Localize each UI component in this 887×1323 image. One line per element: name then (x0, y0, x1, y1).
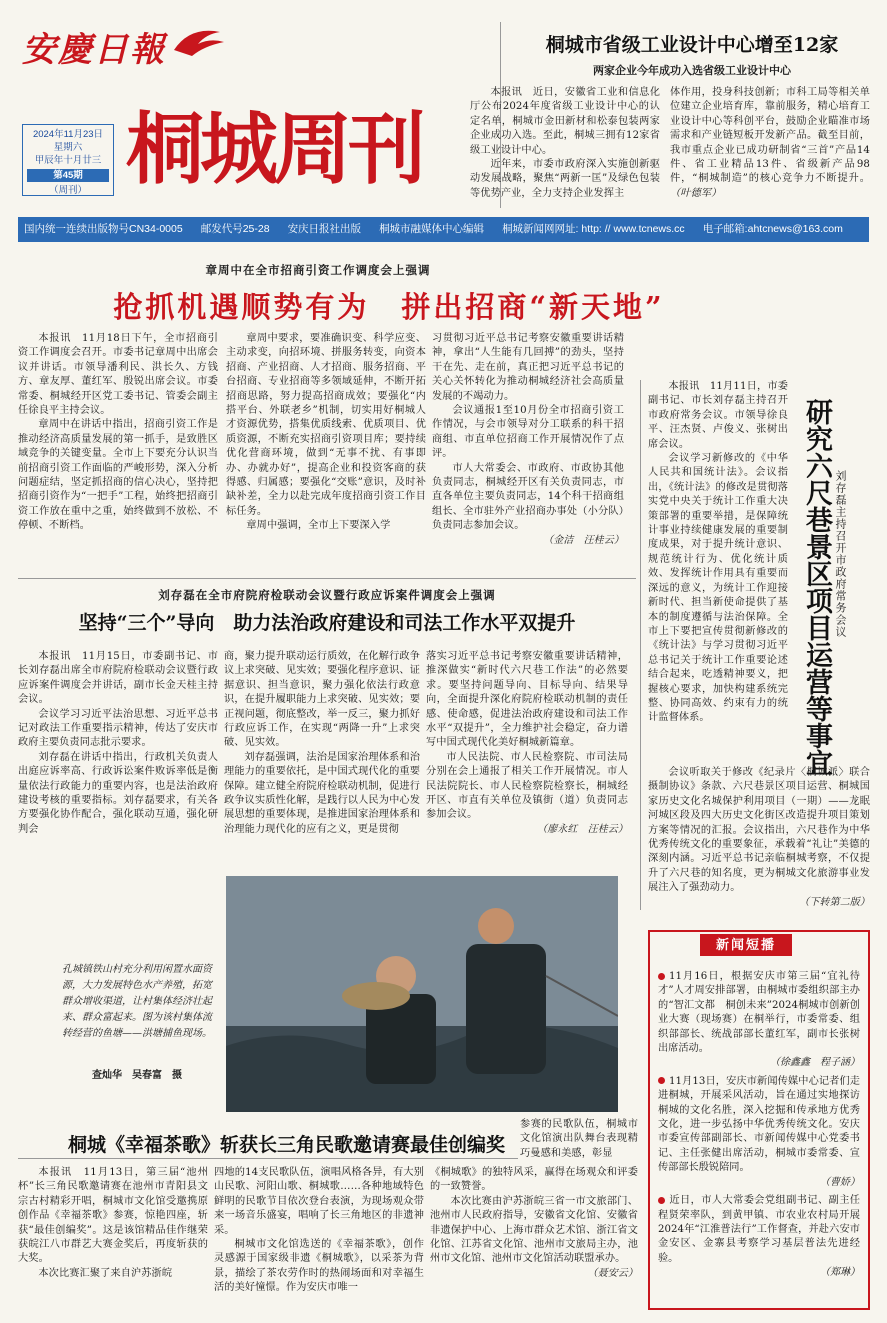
story4-headline: 桐城《幸福茶歌》斩获长三角民歌邀请赛最佳创编奖 (68, 1134, 506, 1156)
issue-date: 2024年11月23日 (32, 129, 104, 140)
top-story-subtitle: 两家企业今年成功入选省级工业设计中心 (593, 64, 791, 77)
bullet-icon (658, 973, 665, 980)
story1-col2: 章周中要求，要准确识变、科学应变、主动求变，向招环境、拼服务转变，向资本招商、产业招商、人才招商、服务招商、平台招商、专业招商等多领域延伸，不断开拓招商思路，努力提高招商成效；要强化“内搭平台、外联老乡”机制，切实用好桐城人才资源优势，搭集优质线索、优质项目、优质资源，不断充实招商引资项目库；要持续优化营商环境，做到“无事不扰、有事即办、办就办好”，提高企业和投资客商的获得感、归属感；要强化“交账”意识，及时补缺补差，全力以赴完成年度招商引资工作目标任务。 章周中强调，全市上下要深入学 (226, 333, 426, 532)
story2-col2: 商，聚力提升联动运行质效，在化解行政争议上求突破、见实效；要强化程序意识、证据意识、担当意识，聚力强化依法行政意识，在提升履职能力上求突破、见实效；要正视问题，彻底整改，举一反三，聚力抓好行政应诉工作，在实现“两降一升”上求突破、见实效。 刘存磊强调，法治是国家治理体系和治理能力的重要依托，是中国式现代化的重要保障。建立健全府院府检联动机制，促进行政争议实质性化解，是践行以人民为中心发展思想的重要体现，是推进国家治理体系和治理能力现代化的应有之义，更是贯彻 (224, 651, 420, 835)
story2-col3: 落实习近平总书记考察安徽重要讲话精神，推深做实“新时代六尺巷工作法”的必然要求。要坚持问题导向、目标导向、结果导向，全面提升深化府院府检联动机制的责任感、使命感，促进法治政府建设和司法工作水平“双提升”，全力维护社会稳定，奋力谱写中国式现代化美好桐城新篇章。 市人民法院、市人民检察院、市司法局分别在会上通报了相关工作开展情况。市人民法院院长、市人民检察院检察长，桐城经开区、市直有关单位及镇街（道）负责同志参加会议。 （廖永红 汪桂云） (426, 650, 628, 837)
bullet-icon (658, 1197, 665, 1204)
brief-item: 11月13日，安庆市新闻传媒中心记者们走进桐城，开展采风活动，旨在通过实地探访桐城的文化名胜，深入挖掘和传承地方优秀文化，进一步弘扬中华优秀传统文化。安庆市委宣传部副部长、市新闻传媒中心党委书记、主任张健出席活动，桐城市委常委、宣传部部长殷锐陪同。 （曹娇） (658, 1075, 860, 1188)
news-briefs-title: 新闻短播 (700, 934, 792, 956)
daily-logo: 安慶日報 (22, 30, 166, 70)
photo-credit: 查灿华 吴春富 摄 (92, 1070, 182, 1081)
publication-info-bar: 国内统一连续出版物号CN34-0005 邮发代号25-28 安庆日报社出版 桐城市融媒体中心编辑 桐城新闻网网址: http: // www.tcnews.cc 电子邮箱:ahtcnews@163.com (18, 217, 869, 242)
issue-weekday: 星期六 (53, 142, 83, 153)
story1-col3: 习贯彻习近平总书记考察安徽重要讲话精神，拿出“人生能有几回搏”的劲头，坚持干在先、走在前，真正把习近平总书记的关心关怀转化为推动桐城经济社会高质量发展的不竭动力。 会议通报1至10月份全市招商引资工作情况，与会市领导对分工联系的科干招商组、市直单位招商工作开展情况作了点评。 市人大常委会、市政府、市政协其他负责同志，桐城经开区有关负责同志，市直各单位主要负责同志，14个科干招商组组长、全市驻外产业招商办事处（小分队）负责同志参加会议。 （金洁 汪桂云） (432, 332, 624, 548)
story3-col: 本报讯 11月11日，市委副书记、市长刘存磊主持召开市政府常务会议。市领导徐良平、汪杰贤、卢俊义、张树出席会议。 会议学习新修改的《中华人民共和国统计法》。会议指出，《统计法》的修改是贯彻落实党中央关于统计工作重大决策部署的重要举措，是保障统计事业持续健康发展的重要制度成果，对于提升统计意识、规范统计行为、优化统计质效、发挥统计作用具有重要而深远的意义，为统计工作迎接新时代、担当新使命提供了基本的制度遵循与法治保障。全市上下要把宣传贯彻新修改的《统计法》与学习贯彻习近平总书记关于统计工作重要论述结合起来，吃透精神要义，把握核心要求，加快构建系统完整、协同高效、约束有力的统计监督体系。 (648, 381, 788, 724)
story4-col3-top: 参赛的民歌队伍，桐城市文化馆演出队舞台表现精巧曼感和美感，彰显 (520, 1119, 638, 1159)
story1-col1: 本报讯 11月18日下午，全市招商引资工作调度会召开。市委书记章周中出席会议并讲话。市领导潘利民、洪长久、方钱方、章友厚、董红军、殷锐出席会议。市委常委、桐城经开区党工委书记、管委会副主任徐良平主持会议。 章周中在讲话中指出，招商引资工作是推动经济高质量发展的第一抓手，是致胜区域竞争的关键变量。全市上下要充分认识当前招商引资工作面临的严峻形势，深入分析问题症结，坚定抓招商的信心决心，坚持把招商引资作为“一把手”工程，始终把招商引资工作放在重中之重，始终做到不放松、不停顿、不断档。 (18, 333, 218, 532)
story2-col1: 本报讯 11月15日，市委副书记、市长刘存磊出席全市府院府检联动会议暨行政应诉案件调度会并讲话，副市长金天桂主持会议。 会议学习习近平法治思想、习近平总书记对政法工作重要指示精神，传达了安庆市政府主要负责同志批示要求。 刘存磊在讲话中指出，行政机关负责人出庭应诉率高、行政诉讼案件败诉率低是衡量依法行政能力的重要内容，也是法治政府建设考核的重要指标。刘存磊要求，有关各方要强化协作配合，强化联动互通，强化研判会 (18, 651, 218, 835)
story3-byline: （下转第二版） (799, 896, 870, 908)
story1-kicker: 章周中在全市招商引资工作调度会上强调 (205, 265, 431, 277)
story4-col1: 本报讯 11月13日，第三届“池州杯”长三角民歌邀请赛在池州市青阳县文宗古村精彩开唱，桐城市文化馆受邀携原创作品《幸福茶歌》参赛，惊艳四座，斩获“最佳创编奖”。这是该馆精品佳作继荣获皖江八市群艺大赛金奖后，再度斩获的大奖。 本次比赛汇聚了来自沪苏浙皖 (18, 1167, 208, 1279)
story1-byline: （金洁 汪桂云） (543, 534, 624, 546)
story2-kicker: 刘存磊在全市府院府检联动会议暨行政应诉案件调度会上强调 (158, 590, 496, 602)
story3-col-bottom: 会议听取关于修改《纪录片〈桐城派〉联合摄制协议》条款、六尺巷景区项目运营、桐城国家历史文化名城保护利用项目（一期）——龙眠河城区段及四大历史文化街区改造提升项目策划方案等情况的汇报。会议指出，六尺巷作为中华优秀传统文化的重要象征，承载着“礼让”美德的深刻内涵。习近平总书记亲临桐城考察，不仅提升了六尺巷的知名度，更为桐城文化旅游事业发展注入了强劲动力。 （下转第二版） (648, 766, 870, 910)
issue-lunar: 甲辰年十月廿三 (34, 155, 102, 166)
photo-caption: 孔城镇铁山村充分利用闲置水面资源，大力发展特色水产养殖，拓宽群众增收渠道，让村集体经济壮起来、群众富起来。图为该村集体流转经营的鱼塘——洪塘捕鱼现场。 (62, 964, 212, 1039)
email-link[interactable]: 电子邮箱:ahtcnews@163.com (702, 223, 843, 235)
story2-byline: （廖永红 汪桂云） (537, 823, 628, 835)
story3-subtitle: 刘存磊主持召开市政府常务会议 (834, 470, 847, 638)
weekly-masthead: 桐城周刊 (126, 104, 423, 195)
story3-title: 研究六尺巷景区项目运营等事宜 (801, 398, 832, 776)
story1-headline: 抢抓机遇顺势有为 拼出招商“新天地” (113, 290, 665, 324)
story4-byline: （聂安云） (587, 1267, 638, 1279)
brief-item: 近日，市人大常委会党组副书记、副主任程贤荣率队，到黄甲镇、市农业农村局开展2024年“江淮普法行”工作督查，并赴六安市金安区、金寨县考察学习基层普法先进经验。 （郑琳） (658, 1195, 860, 1279)
date-box (22, 124, 114, 196)
top-story-title: 桐城市省级工业设计中心增至12家 (545, 34, 839, 56)
news-briefs-box (648, 930, 870, 1310)
bullet-icon (658, 1077, 665, 1084)
story4-col2: 四地的14支民歌队伍，演唱风格各异，有大别山民歌、河阳山歌、桐城歌……各种地域特色鲜明的民歌节目依次登台表演，为现场观众带来一场音乐盛宴，唱响了长三角地区的非遗神采。 桐城市文化馆选送的《幸福茶歌》，创作灵感源于国家级非遗《桐城歌》，以采茶为背景，描绘了茶农劳作时的热闹场面和对幸福生活的美好憧憬。作为安庆市唯一 (214, 1167, 424, 1294)
top-story-byline: （叶德军） (670, 187, 722, 199)
top-story-col2: 体作用，投身科技创新；市科工局等相关单位建立企业培育库，靠前服务，精心培育工业设计中心等科创平台，鼓励企业瞄准市场需求和产业链短板开发新产品。截至目前，我市重点企业已成功研制省“三首”产品14件、省工业精品13件、省级新产品98件，“桐城制造”的核心竞争力不断提升。 （叶德军） (670, 87, 870, 199)
photo-illustration-icon (226, 876, 618, 1112)
story4-col3: 《桐城歌》的独特风采，赢得在场观众和评委的一致赞誉。 本次比赛由沪苏浙皖三省一市文旅部门、池州市人民政府指导，安徽省文化馆、安徽省非遗保护中心、上海市群众艺术馆、浙江省文化馆、江苏省文化馆、池州市文旅局主办，池州市文化馆、池州市文化馆活动联盟承办。 （聂安云） (430, 1166, 638, 1281)
brief-item: 11月16日，根据安庆市第三届“宜礼待才”人才周安排部署，由桐城市委组织部主办的“智汇文都 桐创未来”2024桐城市创新创业大赛（现场赛）在桐举行，市委常委、组织部部长、统战部部长董红军，副市长张树出席活动。 （徐鑫鑫 程子涵） (658, 971, 860, 1069)
issue-number: 第45期 (27, 169, 109, 182)
issue-note: （周刊） (48, 185, 87, 196)
top-story-col1: 本报讯 近日，安徽省工业和信息化厅公布2024年度省级工业设计中心的认定名单，桐城市金田新材和松泰包装两家企业成功入选。至此，桐城三拥有12家省级工业设计中心。 近年来，市委市政府深入实施创新驱动发展战略，聚焦“两新一匡”及绿色包装等优势产业，全力支持企业发挥主 (470, 87, 660, 199)
story2-headline: 坚持“三个”导向 助力法治政府建设和司法工作水平双提升 (78, 612, 576, 634)
website-link[interactable]: 桐城新闻网网址: http: // www.tcnews.cc (502, 223, 685, 235)
fishing-photo (226, 876, 618, 1112)
logo-swoosh-icon (170, 22, 230, 62)
